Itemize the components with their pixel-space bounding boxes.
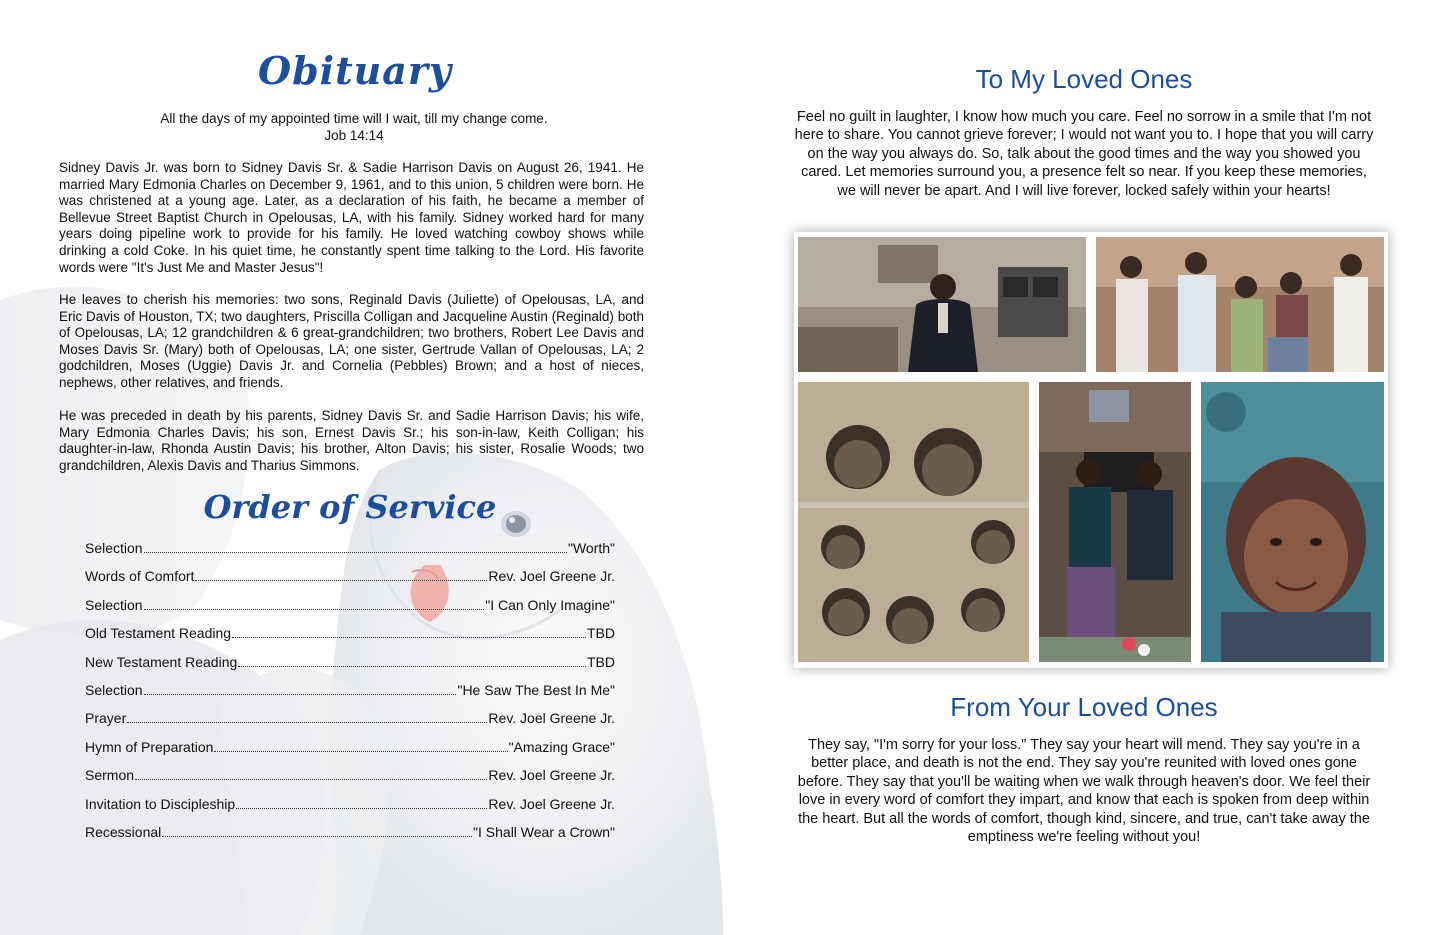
service-item-value: "Amazing Grace" [508,738,615,755]
service-item-value: TBD [587,625,615,642]
leader-dots [162,836,472,837]
leader-dots [232,637,586,638]
to-loved-ones-poem: Feel no guilt in laughter, I know how much you care. Feel no sorrow in a smile that I'm not here to share. You cannot grieve forever; I would not want you to. I hope that you will carry on the way you always do. So, talk about the good times and the way you showed you cared. Let memories surround you, a presence felt so near. If you keep these memories, we will never be apart. And I will live forever, locked safely within your hearts! [794,109,1374,199]
service-item [85,625,615,653]
leader-dots [127,722,487,723]
obituary-paragraph-life: Sidney Davis Jr. was born to Sidney Davis Sr. & Sadie Harrison Davis on August 26, 1941. He married Mary Edmonia Charles on December 9, 1961, and to this union, 5 children were born. He was christened at a young age. Later, as a declaration of his faith, he became a member of Bellevue Street Baptist Church in Opelousas, LA, with his family. Sidney worked hard for many years doing pipeline work to provide for his family. He loved watching cowboy shows while drinking a cold Coke. In his quiet time, he constantly spent time talking to the Lord. His favorite words were "It's Just Me and Master Jesus"! [59,160,644,275]
service-item-label: Selection [85,540,143,556]
service-item [85,597,615,625]
service-item-value: "I Shall Wear a Crown" [473,823,615,840]
service-item-value: "Worth" [567,540,615,556]
order-of-service-title: Order of Service [203,488,497,526]
obituary-paragraph-preceded: He was preceded in death by his parents, Sidney Davis Sr. and Sadie Harrison Davis; his wife, Mary Edmonia Charles Davis; his son, Ernest Davis Sr.; his son-in-law, Keith Colligan; his daughter-in-law, Rhonda Austin Davis; his brother, Alton Davis; his sister, Rosalie Woods; two grandchildren, Alexis Davis and Tharius Simmons. [59,408,644,473]
service-item-value: Rev. Joel Greene Jr. [488,767,615,784]
service-item [85,568,615,596]
service-item [85,824,615,852]
right-panel [723,0,1445,935]
from-loved-ones-title: From Your Loved Ones [950,692,1218,722]
service-item [85,682,615,710]
service-item-label: Words of Comfort [85,568,195,585]
photo-man-in-suit [798,237,1086,372]
order-of-service-list [85,540,615,852]
service-item-label: Selection [85,596,143,613]
leader-dots [238,666,586,667]
obituary-paragraph-survivors: He leaves to cherish his memories: two sons, Reginald Davis (Juliette) of Opelousas, LA, and Eric Davis of Houston, TX; two daughters, Priscilla Colligan and Jacqueline Austin (Reginald) both of Opelousas, LA; 12 grandchildren & 6 great-grandchildren; two brothers, Robert Lee Davis and Moses Davis Sr. (Mary) both of Opelousas, LA; one sister, Gertrude Vallan of Opelousas, LA; 2 godchildren, Moses (Uggie) Davis Jr. and Cornelia (Pebbles) Brown; and a host of nieces, nephews, other relatives, and friends. [59,292,644,390]
leader-dots [144,552,567,553]
service-item [85,540,615,568]
photo-family-group [1096,237,1384,372]
leader-dots [236,808,487,809]
service-item-label: Selection [85,681,143,698]
photo-vintage-family [798,382,1029,662]
from-loved-ones-poem: They say, "I'm sorry for your loss." They say your heart will mend. They say you're in a better place, and death is not the end. They say you're reunited with loved ones gone before. They say that you'll be waiting when we walk through heaven's door. We feel their love in every word of comfort they impart, and know that each is spoken from deep within the heart. But all the words of comfort, though kind, sincere, and true, can't take away the emptiness we're feeling without you! [797,737,1371,846]
service-item-label: Prayer [85,710,127,727]
photo-collage [794,232,1388,668]
service-item-label: Sermon [85,767,135,784]
to-loved-ones-title: To My Loved Ones [975,64,1193,94]
service-item-value: Rev. Joel Greene Jr. [488,795,615,812]
service-item-label: Recessional [85,823,162,840]
service-item-label: Old Testament Reading [85,625,232,642]
leader-dots [144,694,457,695]
leader-dots [214,751,507,752]
service-item-value: TBD [587,653,615,670]
service-item-label: Hymn of Preparation [85,738,214,755]
leader-dots [144,609,485,610]
service-item-label: Invitation to Discipleship [85,795,236,812]
leader-dots [195,580,487,581]
service-item-value: "I Can Only Imagine" [485,596,615,613]
verse-text: All the days of my appointed time will I wait, till my change come. [160,111,548,126]
service-item [85,654,615,682]
scripture-verse [60,110,648,144]
service-item-value: Rev. Joel Greene Jr. [488,710,615,727]
service-item [85,796,615,824]
photo-couple-seated [1039,382,1191,662]
service-item-label: New Testament Reading [85,653,238,670]
service-item-value: "He Saw The Best In Me" [457,681,615,698]
verse-reference: Job 14:14 [324,128,384,143]
service-item [85,739,615,767]
service-item [85,710,615,738]
service-item-value: Rev. Joel Greene Jr. [488,568,615,585]
leader-dots [135,779,487,780]
photo-woman-portrait [1201,382,1384,662]
service-item [85,767,615,795]
obituary-title: Obituary [257,48,452,93]
